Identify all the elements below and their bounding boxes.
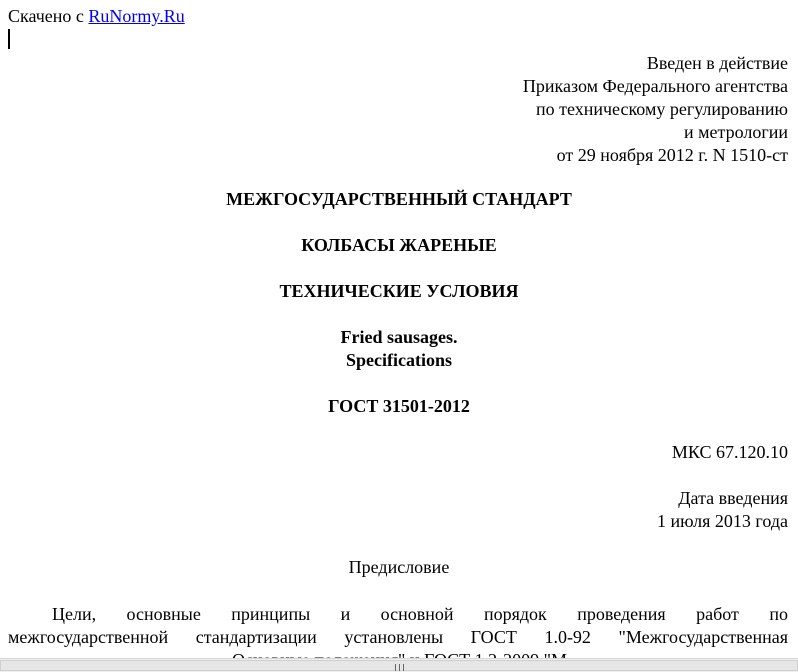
intro-date-value: 1 июля 2013 года <box>657 511 788 531</box>
text-cursor <box>8 29 10 49</box>
standard-code: ГОСТ 31501-2012 <box>328 396 470 416</box>
standard-type-heading: МЕЖГОСУДАРСТВЕННЫЙ СТАНДАРТ <box>226 189 572 209</box>
document-subtitle: ТЕХНИЧЕСКИЕ УСЛОВИЯ <box>279 281 519 301</box>
source-prefix: Скачено с <box>8 6 89 26</box>
scrollbar-thumb[interactable] <box>0 660 798 671</box>
enactment-line: по техническому регулированию <box>535 99 788 119</box>
paragraph-line: Цели, основные принципы и основной порядок проведения работ по <box>52 604 788 624</box>
enactment-line: и метрологии <box>684 122 788 142</box>
grip-icon <box>395 664 404 671</box>
paragraph-line: межгосударственной стандартизации установлены ГОСТ 1.0-92 "Межгосударственная <box>8 627 788 647</box>
enactment-line: от 29 ноября 2012 г. N 1510-ст <box>556 145 788 165</box>
preface-paragraph <box>8 603 788 649</box>
enactment-line: Введен в действие <box>646 53 788 73</box>
runormy-link[interactable]: RuNormy.Ru <box>88 6 185 26</box>
horizontal-scrollbar[interactable] <box>0 658 798 672</box>
english-title-line1: Fried sausages. <box>340 327 458 347</box>
intro-date-label: Дата введения <box>678 488 788 508</box>
enactment-line: Приказом Федерального агентства <box>522 76 788 96</box>
english-title-line2: Specifications <box>346 350 452 370</box>
document-title: КОЛБАСЫ ЖАРЕНЫЕ <box>301 235 497 255</box>
preface-heading: Предисловие <box>348 557 450 577</box>
mks-code: МКС 67.120.10 <box>671 442 788 462</box>
source-line <box>8 5 185 28</box>
enactment-block <box>523 52 788 167</box>
